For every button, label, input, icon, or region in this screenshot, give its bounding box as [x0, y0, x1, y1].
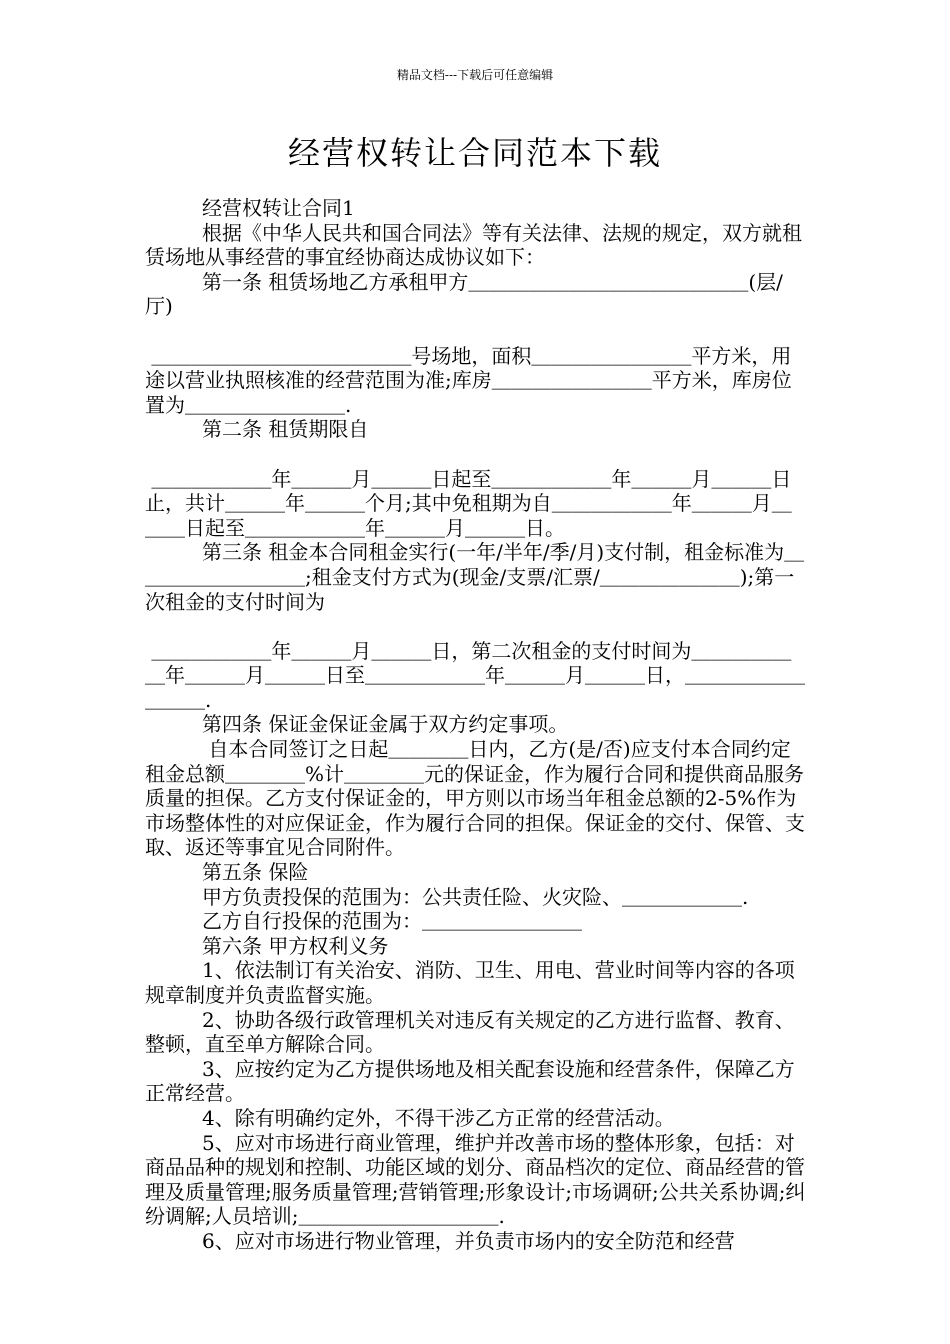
blank-line	[145, 614, 810, 639]
blank-line	[145, 442, 810, 467]
paragraph: 2、协助各级行政管理机关对违反有关规定的乙方进行监督、教育、整顿，直至单方解除合同。	[145, 1007, 795, 1057]
paragraph: 5、应对市场进行商业管理，维护并改善市场的整体形象，包括：对商品品种的规划和控制、功能区域的划分、商品档次的定位、商品经营的管理及质量管理;服务质量管理;营销管理;形象设计;市场调研;公共关系协调;纠纷调解;人员培训;＿＿＿＿＿＿＿＿＿＿.	[145, 1130, 806, 1229]
paragraph: 甲方负责投保的范围为：公共责任险、火灾险、＿＿＿＿＿＿.	[202, 884, 749, 909]
document-title: 经营权转让合同范本下载	[287, 134, 662, 172]
paragraph: ＿＿＿＿＿＿年＿＿＿月＿＿＿日，第二次租金的支付时间为＿＿＿＿＿＿年＿＿＿月＿＿＿日至＿＿＿＿＿＿年＿＿＿月＿＿＿日，＿＿＿＿＿＿＿＿＿.	[145, 638, 805, 712]
paragraph: 6、应对市场进行物业管理，并负责市场内的安全防范和经营	[202, 1228, 735, 1253]
paragraph: 第二条 租赁期限自	[202, 417, 369, 442]
paragraph: 第四条 保证金保证金属于双方约定事项。	[202, 712, 569, 737]
paragraph: 第五条 保险	[202, 860, 309, 885]
paragraph: 4、除有明确约定外，不得干涉乙方正常的经营活动。	[202, 1105, 675, 1130]
paragraph: 3、应按约定为乙方提供场地及相关配套设施和经营条件，保障乙方正常经营。	[145, 1056, 795, 1106]
paragraph: 1、依法制订有关治安、消防、卫生、用电、营业时间等内容的各项规章制度并负责监督实施。	[145, 958, 795, 1007]
paragraph: 第六条 甲方权利义务	[202, 933, 389, 958]
document-body	[145, 196, 810, 1254]
paragraph: 乙方自行投保的范围为：＿＿＿＿＿＿＿＿	[202, 909, 582, 934]
paragraph: 自本合同签订之日起＿＿＿＿日内，乙方(是/否)应支付本合同约定租金总额＿＿＿＿%计＿＿＿＿元的保证金，作为履行合同和提供商品服务质量的担保。乙方支付保证金的，甲方则以市场当年租金总额的2-5%作为市场整体性的对应保证金，作为履行合同的担保。保证金的交付、保管、支取、返还等事宜见合同附件。	[145, 737, 805, 860]
paragraph: 根据《中华人民共和国合同法》等有关法律、法规的规定，双方就租赁场地从事经营的事宜经协商达成协议如下：	[145, 220, 802, 270]
page-header: 精品文档---下载后可任意编辑	[396, 68, 554, 82]
paragraph: ＿＿＿＿＿＿＿＿＿＿＿＿＿号场地，面积＿＿＿＿＿＿＿＿平方米，用途以营业执照核准的经营范围为准;库房＿＿＿＿＿＿＿＿平方米，库房位置为＿＿＿＿＿＿＿＿.	[145, 343, 792, 417]
paragraph: 第三条 租金本合同租金实行(一年/半年/季/月)支付制，租金标准为＿＿＿＿＿＿＿＿＿;租金支付方式为(现金/支票/汇票/＿＿＿＿＿＿＿);第一次租金的支付时间为	[145, 540, 805, 614]
paragraph: 第一条 租赁场地乙方承租甲方＿＿＿＿＿＿＿＿＿＿＿＿＿＿(层/厅)	[145, 269, 783, 319]
paragraph: ＿＿＿＿＿＿年＿＿＿月＿＿＿日起至＿＿＿＿＿＿年＿＿＿月＿＿＿日止，共计＿＿＿年＿＿＿个月;其中免租期为自＿＿＿＿＿＿年＿＿＿月＿＿＿日起至＿＿＿＿＿＿年＿＿＿月＿＿＿日。	[145, 466, 792, 540]
paragraph: 经营权转让合同1	[202, 196, 355, 220]
blank-line	[145, 319, 810, 344]
